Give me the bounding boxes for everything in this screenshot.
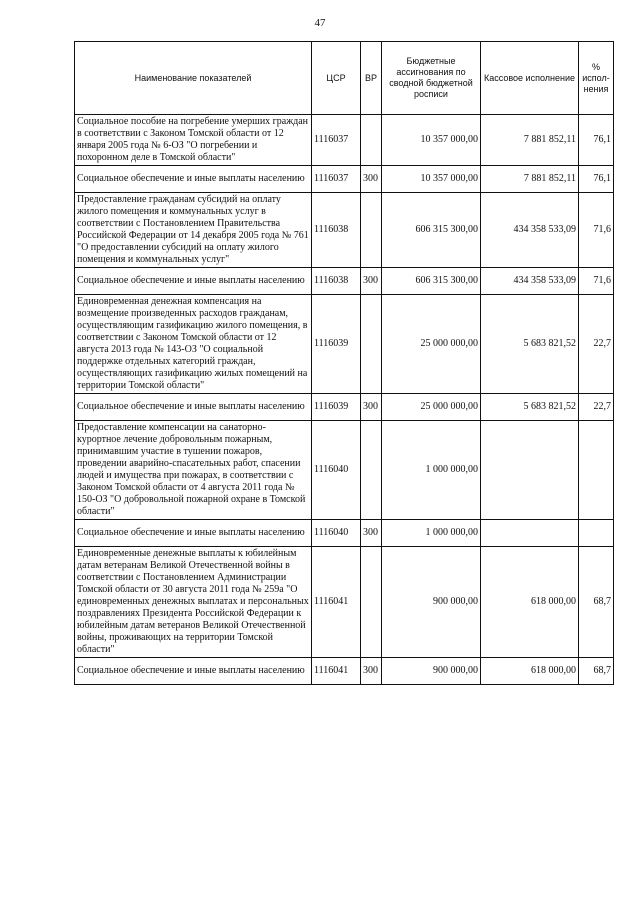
row-executed: 7 881 852,11 <box>481 166 579 193</box>
table-row <box>75 421 614 520</box>
table-row <box>75 166 614 193</box>
table-row <box>75 295 614 394</box>
row-name: Социальное обеспечение и иные выплаты населению <box>75 166 312 193</box>
row-name: Предоставление гражданам субсидий на оплату жилого помещения и коммунальных услуг в соответствии с Постановлением Правительства Российской Федерации от 14 декабря 2005 года № 761 "О предоставлении субсидий на оплату жилого помещения и коммунальных услуг" <box>75 193 312 268</box>
row-csr: 1116041 <box>312 658 361 685</box>
column-header-name: Наименование показателей <box>75 42 312 115</box>
row-percent: 71,6 <box>579 268 614 295</box>
row-executed: 7 881 852,11 <box>481 115 579 166</box>
row-name: Единовременные денежные выплаты к юбилейным датам ветеранам Великой Отечественной войны в соответствии с Постановлением Администрации Томской области от 30 августа 2011 года № 259а "О единовременных денежных выплатах и персональных поздравлениях Президента Российской Федерации к юбилейным датам ветеранов Великой Отечественной войны, проживающих на территории Томской области" <box>75 547 312 658</box>
page-number: 47 <box>314 17 326 29</box>
row-executed: 5 683 821,52 <box>481 295 579 394</box>
row-percent <box>579 421 614 520</box>
row-assigned: 606 315 300,00 <box>382 268 481 295</box>
row-name: Социальное обеспечение и иные выплаты населению <box>75 394 312 421</box>
row-name: Единовременная денежная компенсация на возмещение произведенных расходов гражданам, осуществляющим газификацию жилого помещения, в соответствии с Законом Томской области от 12 августа 2013 года № 143-ОЗ "О социальной поддержке отдельных категорий граждан, осуществляющих газификацию жилых помещений на территории Томской области" <box>75 295 312 394</box>
row-percent: 76,1 <box>579 166 614 193</box>
row-csr: 1116038 <box>312 193 361 268</box>
row-vr: 300 <box>361 520 382 547</box>
row-vr <box>361 421 382 520</box>
column-header-assigned: Бюджетные ассигнования по сводной бюджетной росписи <box>382 42 481 115</box>
row-assigned: 1 000 000,00 <box>382 421 481 520</box>
row-executed: 434 358 533,09 <box>481 193 579 268</box>
budget-execution-table <box>74 41 614 685</box>
table-row <box>75 268 614 295</box>
row-percent: 68,7 <box>579 658 614 685</box>
row-executed: 434 358 533,09 <box>481 268 579 295</box>
row-assigned: 1 000 000,00 <box>382 520 481 547</box>
row-vr: 300 <box>361 268 382 295</box>
row-assigned: 10 357 000,00 <box>382 166 481 193</box>
row-csr: 1116040 <box>312 520 361 547</box>
row-assigned: 900 000,00 <box>382 658 481 685</box>
row-csr: 1116039 <box>312 295 361 394</box>
row-csr: 1116037 <box>312 115 361 166</box>
row-percent <box>579 520 614 547</box>
row-vr <box>361 295 382 394</box>
table-header-row <box>75 42 614 115</box>
row-executed: 5 683 821,52 <box>481 394 579 421</box>
table-row <box>75 394 614 421</box>
row-percent: 68,7 <box>579 547 614 658</box>
row-name: Предоставление компенсации на санаторно-курортное лечение добровольным пожарным, принимавшим участие в тушении пожаров, проведении аварийно-спасательных работ, спасении людей и имущества при пожарах, в соответствии с Законом Томской области от 4 августа 2011 года № 150-ОЗ "О добровольной пожарной охране в Томской области" <box>75 421 312 520</box>
row-name: Социальное обеспечение и иные выплаты населению <box>75 268 312 295</box>
table-row <box>75 547 614 658</box>
column-header-vr: ВР <box>361 42 382 115</box>
row-assigned: 25 000 000,00 <box>382 295 481 394</box>
row-vr: 300 <box>361 394 382 421</box>
row-vr <box>361 115 382 166</box>
column-header-percent: % испол-нения <box>579 42 614 115</box>
row-csr: 1116039 <box>312 394 361 421</box>
row-csr: 1116038 <box>312 268 361 295</box>
row-name: Социальное пособие на погребение умерших граждан в соответствии с Законом Томской области от 12 января 2005 года № 6-ОЗ "О погребении и похоронном деле в Томской области" <box>75 115 312 166</box>
row-csr: 1116037 <box>312 166 361 193</box>
row-assigned: 25 000 000,00 <box>382 394 481 421</box>
row-executed <box>481 520 579 547</box>
row-executed <box>481 421 579 520</box>
row-assigned: 10 357 000,00 <box>382 115 481 166</box>
table-row <box>75 520 614 547</box>
row-percent: 71,6 <box>579 193 614 268</box>
table-row <box>75 193 614 268</box>
table-row <box>75 658 614 685</box>
row-vr <box>361 193 382 268</box>
row-percent: 22,7 <box>579 295 614 394</box>
column-header-executed: Кассовое исполнение <box>481 42 579 115</box>
row-name: Социальное обеспечение и иные выплаты населению <box>75 520 312 547</box>
row-percent: 76,1 <box>579 115 614 166</box>
table-row <box>75 115 614 166</box>
row-vr: 300 <box>361 658 382 685</box>
row-name: Социальное обеспечение и иные выплаты населению <box>75 658 312 685</box>
row-vr <box>361 547 382 658</box>
row-csr: 1116041 <box>312 547 361 658</box>
column-header-csr: ЦСР <box>312 42 361 115</box>
row-csr: 1116040 <box>312 421 361 520</box>
row-executed: 618 000,00 <box>481 658 579 685</box>
row-percent: 22,7 <box>579 394 614 421</box>
row-executed: 618 000,00 <box>481 547 579 658</box>
row-assigned: 900 000,00 <box>382 547 481 658</box>
row-vr: 300 <box>361 166 382 193</box>
row-assigned: 606 315 300,00 <box>382 193 481 268</box>
